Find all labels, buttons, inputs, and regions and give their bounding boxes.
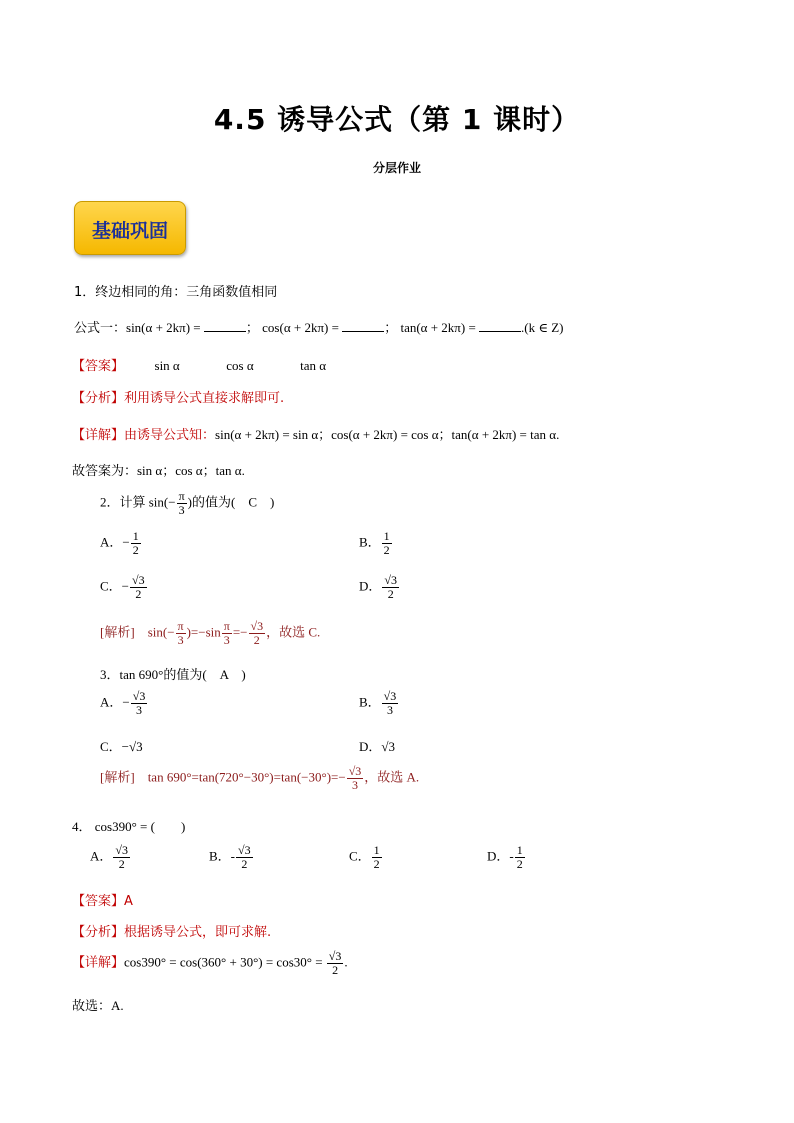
q4-detail: 【详解】cos390° = cos(360° + 30°) = cos30° = $\frac{√3}{2}$ . <box>72 949 348 977</box>
q3-solution: [解析] tan 690°=tan(720°−30°)=tan(−30°)=− $\frac{√3}{3}$ ，故选 A. <box>100 764 420 792</box>
q1-analysis: 【分析】利用诱导公式直接求解即可. <box>72 391 285 406</box>
q3-stem: 3．tan 690°的值为( A ) <box>100 667 246 682</box>
q1-conclusion: 故答案为：sin α；cos α；tan α. <box>72 463 245 478</box>
q1-detail: 【详解】由诱导公式知：sin(α + 2kπ) = sin α；cos(α + 2kπ) = cos α；tan(α + 2kπ) = tan α. <box>72 427 560 443</box>
section-badge <box>74 201 186 255</box>
q2-option-c: C．− $\frac{√3}{2}$ <box>100 573 145 601</box>
q4-option-a: A． $\frac{√3}{2}$ <box>90 843 128 871</box>
q3-option-c: C．−√3 <box>100 739 143 754</box>
q4-option-b: B．- $\frac{√3}{2}$ <box>209 843 251 871</box>
page-subtitle: 分层作业 <box>372 161 421 175</box>
q4-conclusion: 故选：A. <box>72 998 124 1013</box>
q2-option-b: B． $\frac{1}{2}$ <box>359 529 390 557</box>
answer-tag: 【答案】 <box>72 359 125 374</box>
fraction: $\frac{\pi}{3}$ <box>178 489 185 517</box>
q4-option-d: D．- $\frac{1}{2}$ <box>487 843 523 871</box>
section-badge-label: 基础巩固 <box>91 220 168 242</box>
q1-formula: 公式一：sin(α + 2kπ) = ； cos(α + 2kπ) = ； tan(α + 2kπ) = .(k ∈ Z) <box>74 320 564 336</box>
q4-option-c: C． $\frac{1}{2}$ <box>349 843 380 871</box>
q2-option-d: D． $\frac{√3}{2}$ <box>359 573 397 601</box>
q2-stem: 2．计算 sin(− $\frac{\pi}{3}$ )的值为( C ) <box>100 489 275 517</box>
q3-option-a: A．− $\frac{√3}{3}$ <box>100 689 146 717</box>
q3-option-d: D．√3 <box>359 739 396 754</box>
q1-answer-row: 【答案】 sin α cos α tan α <box>72 358 327 374</box>
q4-analysis: 【分析】根据诱导公式，即可求解. <box>72 925 272 940</box>
q2-option-a: A．− $\frac{1}{2}$ <box>100 529 139 557</box>
page-title: 4.5 诱导公式（第 1 课时） <box>213 103 581 136</box>
q4-stem: 4． cos390° = ( ) <box>72 819 186 834</box>
q3-option-b: B． $\frac{√3}{3}$ <box>359 689 397 717</box>
q2-solution: [解析] sin(− $\frac{\pi}{3}$ )=−sin $\frac{\pi}{3}$ =− $\frac{√3}{2}$ ，故选 C. <box>100 619 321 647</box>
q1-stem: 1．终边相同的角：三角函数值相同 <box>74 285 278 300</box>
q4-answer: 【答案】A <box>72 894 133 909</box>
